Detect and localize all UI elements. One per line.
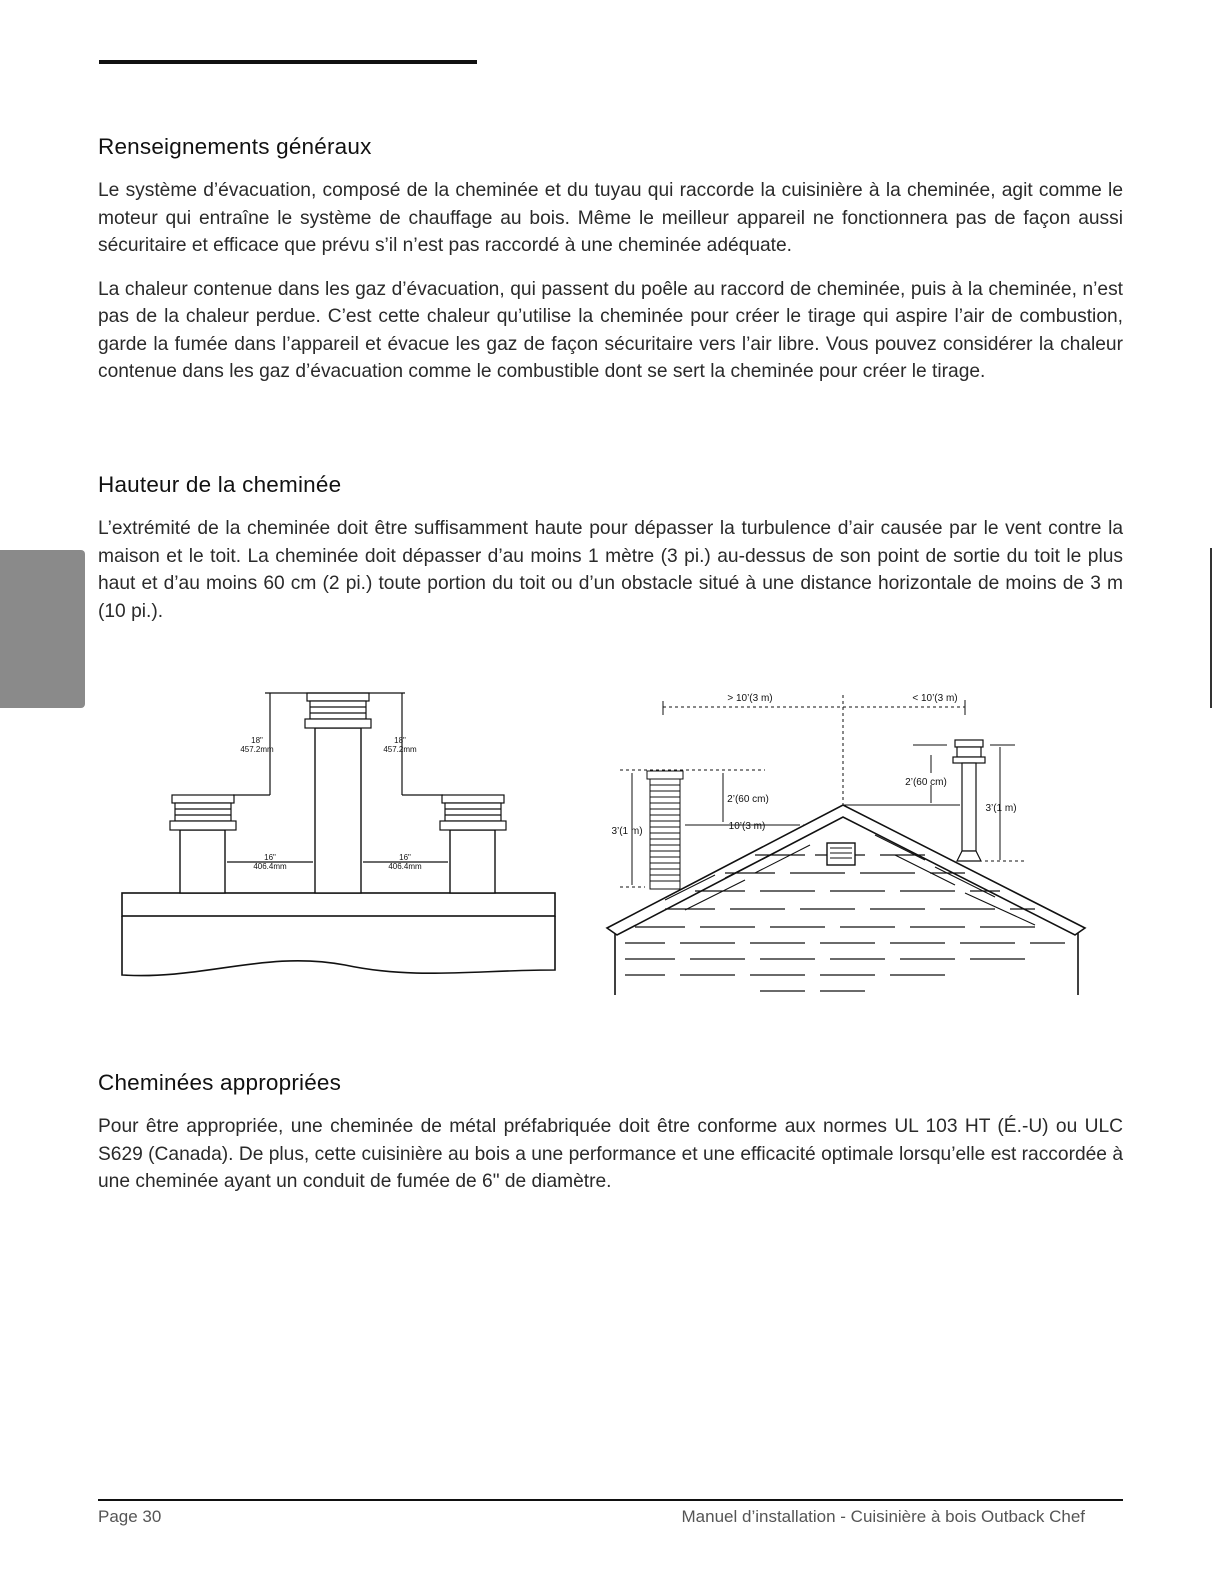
footer-rule	[98, 1499, 1123, 1501]
dim-height-left: 18"	[251, 736, 263, 745]
figure-roof-chimneys	[605, 685, 1090, 1000]
label-more-10ft: > 10’(3 m)	[727, 693, 773, 704]
cap-center	[305, 693, 371, 728]
section-tab	[0, 550, 85, 708]
paragraph: L’extrémité de la cheminée doit être suffisamment haute pour dépasser la turbulence d’air causée par le vent contre la maison et le toit. La cheminée doit dépasser d’au moins 1 mètre (3 pi.) au-dessus de son point de sortie du toit le plus haut et d’au moins 60 cm (2 pi.) toute portion du toit ou d’un obstacle situé à une distance horizontale de moins de 3 m (10 pi.).	[98, 518, 1123, 622]
siding-lines	[625, 855, 1065, 991]
paragraph: Pour être appropriée, une cheminée de métal préfabriquée doit être conforme aux normes UL 103 HT (É.-U) ou ULC S629 (Canada). De plus, cette cuisinière au bois a une performance et une efficacité optimale lorsqu’elle est raccordée à une cheminée ayant un conduit de fumée de 6" de diamètre.	[98, 1116, 1123, 1192]
label-2ft-right: 2’(60 cm)	[905, 777, 947, 788]
section-heading: Cheminées appropriées	[98, 1070, 342, 1095]
cap-left	[170, 795, 236, 830]
figure-chimney-caps	[115, 680, 565, 985]
section-general-info	[98, 134, 1123, 402]
dim-spacing-right: 16"	[399, 853, 411, 862]
dim-height-right: 18"	[394, 736, 406, 745]
dim-height-right-mm: 457.2mm	[383, 745, 417, 754]
page-number: Page 30	[98, 1507, 162, 1526]
section-heading: Renseignements généraux	[98, 134, 372, 159]
manual-title: Manuel d’installation - Cuisinière à bois Outback Chef	[681, 1507, 1085, 1526]
label-10ft: 10’(3 m)	[728, 821, 766, 832]
cap-right	[440, 795, 506, 830]
section-chimney-height	[98, 472, 1123, 625]
dim-height-left-mm: 457.2mm	[240, 745, 274, 754]
section-heading: Hauteur de la cheminée	[98, 472, 342, 497]
paragraph: Le système d’évacuation, composé de la cheminée et du tuyau qui raccorde la cuisinière à la cheminée, agit comme le moteur qui entraîne le système de chauffage au bois. Même le meilleur appareil ne fonctionnera pas de façon aussi sécuritaire et efficace que prévu s’il n’est pas raccordé à une cheminée adéquate.	[98, 180, 1123, 256]
metal-chimney	[953, 740, 985, 861]
section-suitable-chimneys	[98, 1070, 1123, 1196]
label-3ft-left: 3’(1 m)	[611, 826, 643, 837]
dim-spacing-left: 16"	[264, 853, 276, 862]
header-rule	[99, 60, 477, 64]
brick-chimney	[647, 771, 683, 889]
dim-spacing-left-mm: 406.4mm	[253, 862, 287, 871]
dim-spacing-right-mm: 406.4mm	[388, 862, 422, 871]
label-2ft-left: 2’(60 cm)	[727, 794, 769, 805]
gable-vent	[827, 843, 855, 865]
label-3ft-right: 3’(1 m)	[985, 803, 1017, 814]
margin-mark	[1210, 548, 1212, 708]
paragraph: La chaleur contenue dans les gaz d’évacuation, qui passent du poêle au raccord de cheminée, puis à la cheminée, n’est pas de la chaleur perdue. C’est cette chaleur qu’utilise la cheminée pour créer le tirage qui aspire l’air de combustion, garde la fumée dans l’appareil et évacue les gaz de façon sécuritaire vers l’air libre. Vous pouvez considérer la chaleur contenue dans les gaz d’évacuation comme le combustible dont se sert la cheminée pour créer le tirage.	[98, 278, 1123, 382]
label-less-10ft: < 10’(3 m)	[912, 693, 958, 704]
